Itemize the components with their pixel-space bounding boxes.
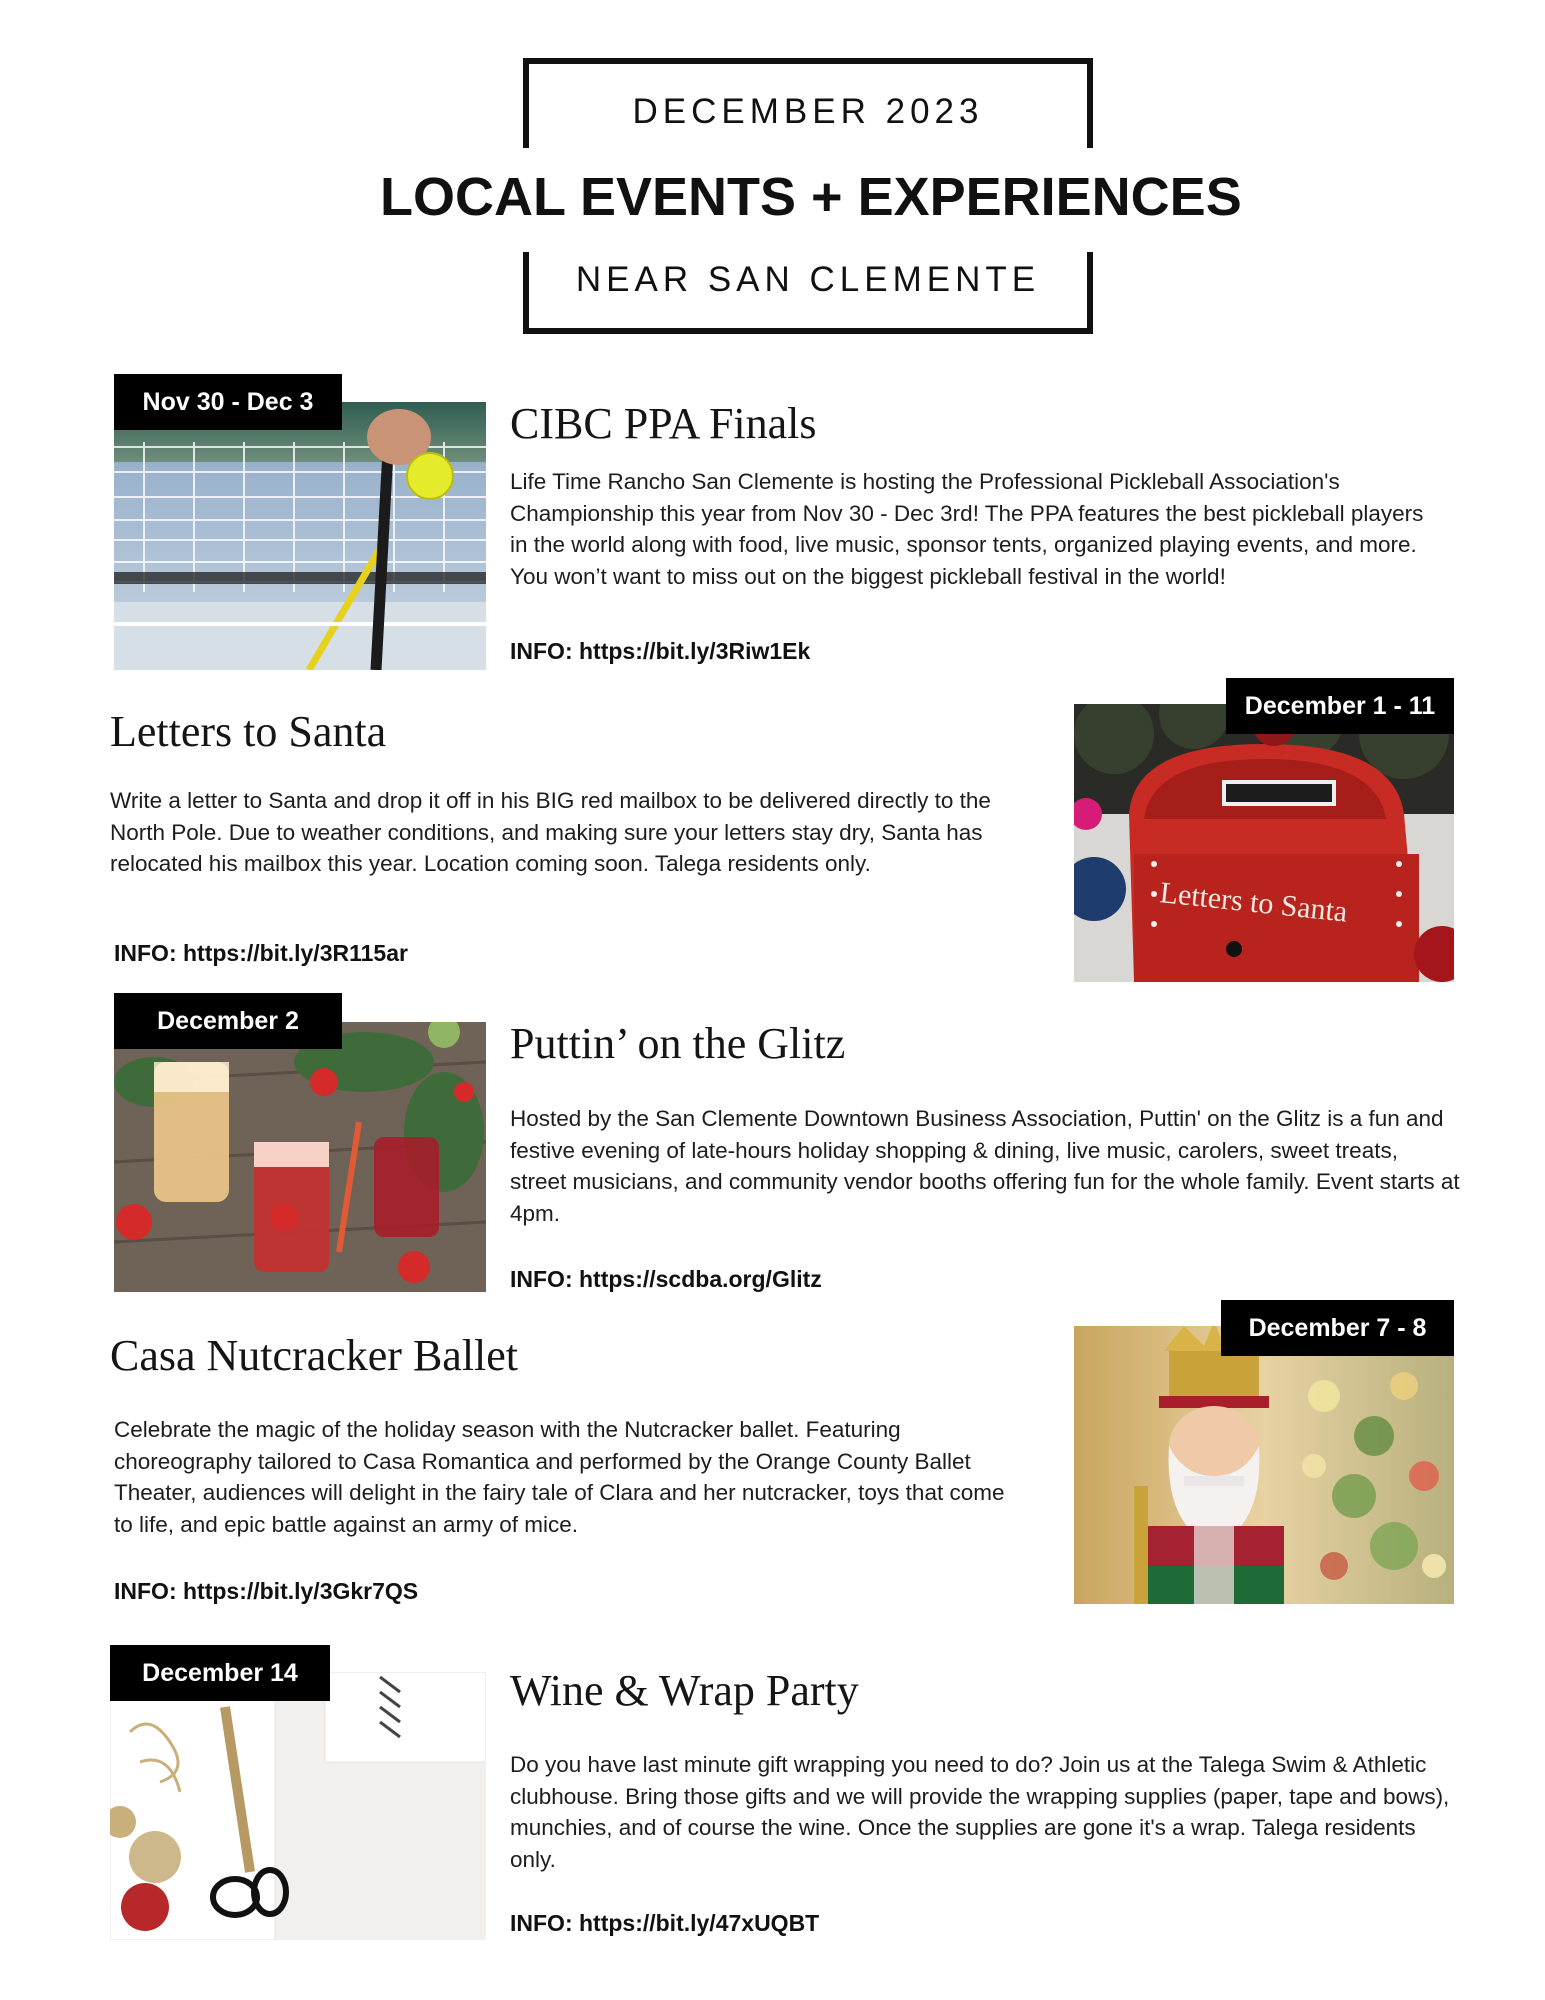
event-title-ppa: CIBC PPA Finals xyxy=(510,399,817,448)
info-link-ppa[interactable]: INFO: https://bit.ly/3Riw1Ek xyxy=(510,638,811,664)
date-badge-ppa: Nov 30 - Dec 3 xyxy=(114,374,342,430)
santa-mailbox-photo xyxy=(1074,704,1454,982)
pickleball-photo xyxy=(114,402,486,670)
info-link-nutcracker[interactable]: INFO: https://bit.ly/3Gkr7QS xyxy=(114,1578,419,1604)
info-link-wine[interactable]: INFO: https://bit.ly/47xUQBT xyxy=(510,1910,820,1936)
date-badge-santa: December 1 - 11 xyxy=(1226,678,1454,734)
event-title-nutcracker: Casa Nutcracker Ballet xyxy=(110,1331,519,1380)
date-badge-nutcracker: December 7 - 8 xyxy=(1221,1300,1454,1356)
holiday-drinks-photo xyxy=(114,1022,486,1292)
event-description-nutcracker: Celebrate the magic of the holiday season with the Nutcracker ballet. Featuring choreography tailored to Casa Romantica and performed by the Orange County Ballet Theater, audiences will delight in the fairy tale of Clara and her nutcracker, toys that come to life, and epic battle against an army of mice. xyxy=(114,1417,1005,1537)
event-title-glitz: Puttin’ on the Glitz xyxy=(510,1019,846,1068)
event-description-ppa: Life Time Rancho San Clemente is hosting the Professional Pickleball Association's Championship this year from Nov 30 - Dec 3rd! The PPA features the best pickleball players in the world along with food, live music, sponsor tents, organized playing events, and more. You won’t want to miss out on the biggest pickleball festival in the world! xyxy=(510,469,1424,589)
event-title-wine: Wine & Wrap Party xyxy=(510,1666,859,1715)
date-badge-wine: December 14 xyxy=(110,1645,330,1701)
event-title-santa: Letters to Santa xyxy=(110,707,387,756)
event-description-santa: Write a letter to Santa and drop it off in his BIG red mailbox to be delivered directly to the North Pole. Due to weather conditions, and making sure your letters stay dry, Santa has relocated his mailbox this year. Location coming soon. Talega residents only. xyxy=(110,788,991,876)
date-badge-glitz: December 2 xyxy=(114,993,342,1049)
header-month: DECEMBER 2023 xyxy=(632,92,984,131)
header-subtitle: NEAR SAN CLEMENTE xyxy=(575,260,1041,299)
mailbox-label: Letters to Santa xyxy=(1158,876,1349,929)
event-description-wine: Do you have last minute gift wrapping you need to do? Join us at the Talega Swim & Athletic clubhouse. Bring those gifts and we will provide the wrapping supplies (paper, tape and bows), munchies, and of course the wine. Once the supplies are gone it's a wrap. Talega residents only. xyxy=(510,1752,1450,1872)
info-link-glitz[interactable]: INFO: https://scdba.org/Glitz xyxy=(510,1266,822,1292)
gift-wrap-photo xyxy=(110,1672,486,1940)
info-link-santa[interactable]: INFO: https://bit.ly/3R115ar xyxy=(114,940,408,966)
page-title: LOCAL EVENTS + EXPERIENCES xyxy=(380,167,1242,227)
event-description-glitz: Hosted by the San Clemente Downtown Business Association, Puttin' on the Glitz is a fun and festive evening of late-hours holiday shopping & dining, live music, carolers, sweet treats, street musicians, and community vendor booths offering fun for the whole family. Event starts at 4pm. xyxy=(510,1106,1460,1226)
nutcracker-photo xyxy=(1074,1326,1454,1604)
